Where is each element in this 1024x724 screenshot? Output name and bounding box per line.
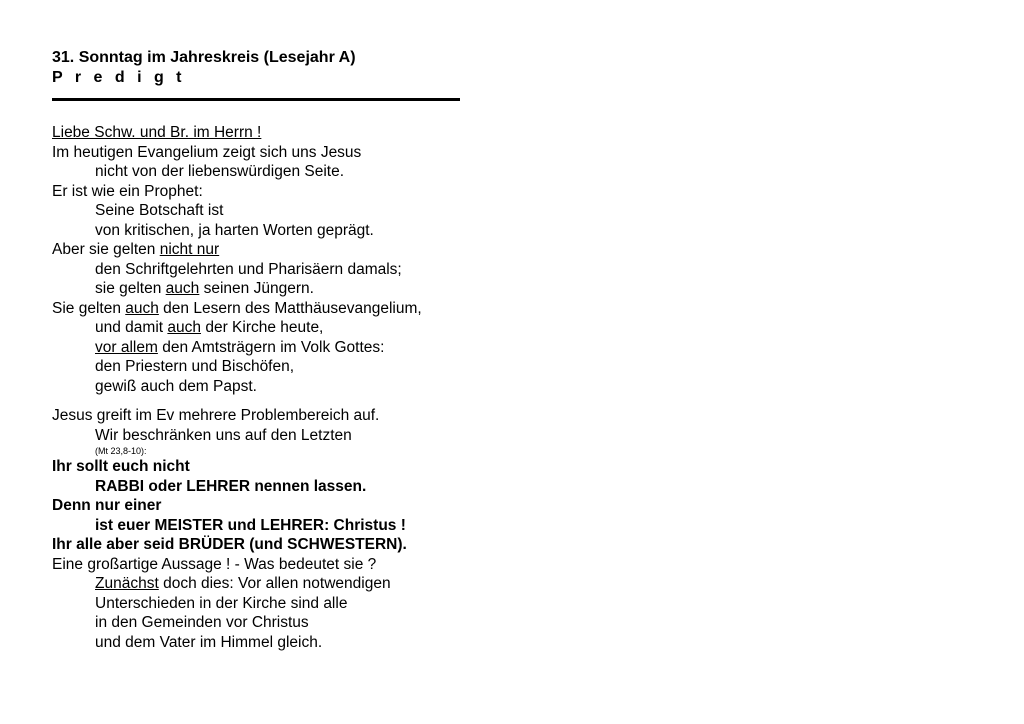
text-line (52, 240, 572, 260)
underlined-text: auch (165, 280, 200, 297)
text-line: Er ist wie ein Prophet: (52, 182, 203, 200)
text-span: Aber sie gelten (52, 241, 160, 258)
text-span: Sie gelten (52, 299, 126, 317)
underlined-text: auch (167, 319, 202, 336)
text-line: in den Gemeinden vor Christus (95, 614, 309, 631)
underlined-text: Zunächst (95, 575, 159, 592)
text-span: sie gelten (95, 280, 166, 297)
quote-line: RABBI oder LEHRER nennen lassen. (95, 477, 367, 495)
text-line: Im heutigen Evangelium zeigt sich uns Jesus (52, 143, 362, 161)
text-span: den Lesern des Matthäusevangelium, (158, 299, 422, 317)
text-line (52, 574, 572, 594)
text-line: Jesus greift im Ev mehrere Problembereich auf. (52, 407, 380, 424)
underlined-text: nicht nur (159, 241, 220, 258)
document-page (52, 48, 572, 652)
text-line (52, 318, 572, 338)
text-span: seinen Jüngern. (199, 280, 314, 297)
underlined-text: vor allem (95, 338, 158, 356)
text-line: den Schriftgelehrten und Pharisäern damals; (95, 260, 402, 278)
quote-line: ist euer MEISTER und LEHRER: Christus ! (95, 516, 406, 534)
text-span: der Kirche heute, (201, 319, 324, 336)
title-divider (52, 98, 460, 101)
text-line: Eine großartige Aussage ! - Was bedeutet sie ? (52, 555, 377, 573)
text-line (52, 279, 572, 299)
text-line: den Priestern und Bischöfen, (95, 358, 295, 375)
document-title: 31. Sonntag im Jahreskreis (Lesejahr A) (52, 49, 356, 66)
text-span: den Amtsträgern im Volk Gottes: (157, 338, 385, 356)
text-span: doch dies: Vor allen notwendigen (158, 575, 391, 592)
text-line: von kritischen, ja harten Worten geprägt. (95, 221, 374, 239)
underlined-text: auch (125, 299, 159, 317)
quote-line: Denn nur einer (52, 497, 162, 514)
text-line: Wir beschränken uns auf den Letzten (95, 426, 352, 444)
text-line: und dem Vater im Himmel gleich. (95, 633, 323, 651)
paragraph-gap (52, 396, 572, 406)
text-span: und damit (95, 319, 168, 336)
text-line: gewiß auch dem Papst. (95, 377, 257, 395)
document-subtitle: P r e d i g t (52, 69, 186, 86)
text-line (52, 299, 572, 319)
salutation-line: Liebe Schw. und Br. im Herrn ! (52, 124, 262, 141)
quote-line: Ihr sollt euch nicht (52, 458, 190, 475)
text-line: Seine Botschaft ist (95, 202, 224, 219)
text-line: Unterschieden in der Kirche sind alle (95, 594, 348, 612)
quote-line: Ihr alle aber seid BRÜDER (und SCHWESTERN). (52, 536, 407, 553)
text-line: nicht von der liebenswürdigen Seite. (95, 163, 345, 180)
text-line (52, 338, 572, 358)
scripture-reference: (Mt 23,8-10): (95, 446, 147, 456)
